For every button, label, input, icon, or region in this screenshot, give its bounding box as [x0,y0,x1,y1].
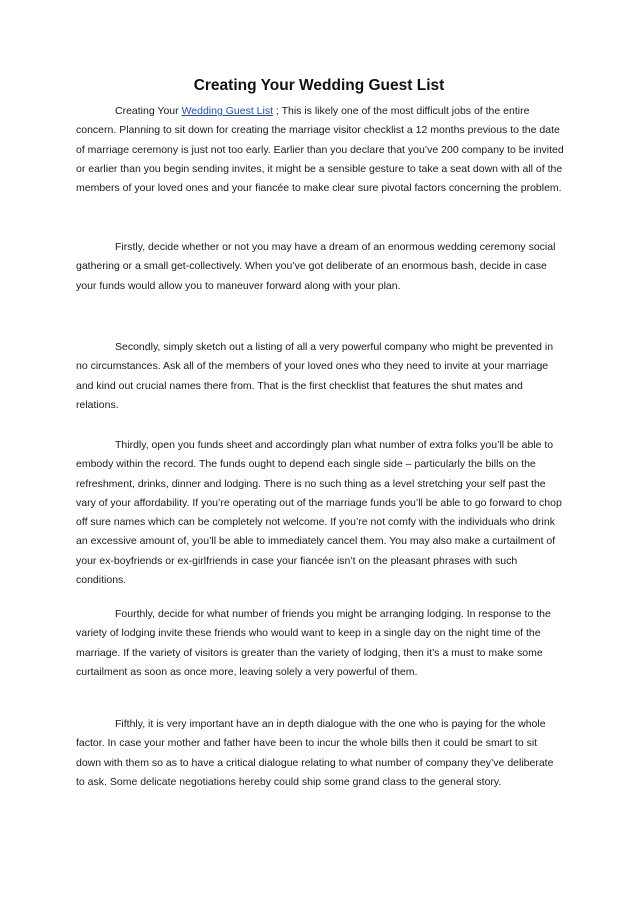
paragraph-secondly: Secondly, simply sketch out a listing of all a very powerful company who might be prevented in no circumstances. Ask all of the members of your loved ones who they need to invite at your marriage and kind out crucial names there from. That is the first checklist that features the shut mates and relations. [76,341,554,411]
paragraph-fourthly: Fourthly, decide for what number of friends you might be arranging lodging. In response to the variety of lodging invite these friends who would want to keep in a single day on the night time of the marriage. If the variety of visitors is greater than the variety of lodging, then it’s a must to make some curtailment as soon as once more, leaving solely a very powerful of them. [76,608,551,678]
intro-paragraph [76,102,564,198]
intro-text-rest: ; This is likely one of the most difficult jobs of the entire concern. Planning to sit down for creating the marriage visitor checklist a 12 months previous to the date of marriage ceremony is just not too early. Earlier than you declare that you’ve 200 company to be invited or earlier than you begin sending invites, it might be a sensible gesture to take a seat down with all of the members of your loved ones and your fiancée to make clear sure pivotal factors concerning the problem. [76,105,564,195]
page-title: Creating Your Wedding Guest List [193,77,445,94]
wedding-guest-list-link[interactable]: Wedding Guest List [181,105,274,117]
paragraph-thirdly: Thirdly, open you funds sheet and accordingly plan what number of extra folks you’ll be able to embody within the record. The funds ought to depend each single side – particularly the bills on the refreshment, drinks, dinner and lodging. There is no such thing as a level stretching your self past the vary of your affordability. If you’re operating out of the marriage funds you’ll be able to go forward to chop off sure names which can be completely not welcome. If you’re not comfy with the individuals who drink an excessive amount of, you’ll be able to immediately cancel them. You may also make a curtailment of your ex-boyfriends or ex-girlfriends in case your fiancée isn’t on the pleasant phrases with such conditions. [76,439,562,587]
intro-text-start: Creating Your [115,105,182,117]
paragraph-fifthly: Fifthly, it is very important have an in depth dialogue with the one who is paying for the whole factor. In case your mother and father have been to incur the whole bills then it could be smart to sit down with them so as to have a critical dialogue relating to what number of company they’ve deliberate to ask. Some delicate negotiations hereby could ship some grand class to the general story. [76,718,554,788]
paragraph-firstly: Firstly, decide whether or not you may have a dream of an enormous wedding ceremony social gathering or a small get-collectively. When you’ve got deliberate of an enormous bash, decide in case your funds would allow you to maneuver forward along with your plan. [76,241,556,292]
